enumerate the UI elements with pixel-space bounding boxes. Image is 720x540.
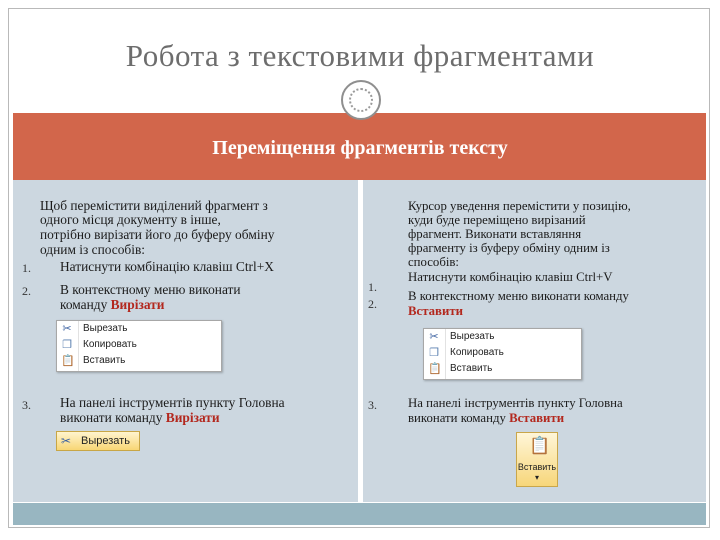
right-item-3-tail — [408, 411, 564, 425]
paste-command-highlight: Вставити — [408, 304, 463, 318]
menu-item-label: Вставить — [450, 363, 493, 374]
list-number: 3. — [368, 398, 377, 412]
right-context-menu — [423, 328, 582, 380]
scissors-icon: ✂ — [62, 323, 72, 335]
list-number: 2. — [368, 297, 377, 311]
copy-icon: ❐ — [62, 339, 72, 351]
paste-command-highlight: Вставити — [509, 411, 565, 425]
left-context-menu — [56, 320, 222, 372]
left-intro-line: Щоб перемістити виділений фрагмент з — [40, 198, 268, 213]
right-item-2: В контекстному меню виконати команду — [408, 289, 629, 303]
menu-item-copy[interactable] — [424, 345, 581, 361]
menu-item-paste[interactable] — [57, 353, 221, 369]
ribbon-paste-label: Вставить — [517, 462, 557, 472]
left-item-3-tail — [60, 411, 220, 425]
right-item-2-tail — [408, 304, 463, 318]
menu-item-label: Вставить — [83, 355, 126, 366]
list-number: 3. — [22, 398, 31, 412]
menu-item-label: Копировать — [83, 339, 137, 350]
list-number: 2. — [22, 284, 31, 298]
ribbon-cut-label: Вырезать — [81, 435, 130, 447]
right-intro-line: куди буде переміщено вирізаний — [408, 213, 586, 227]
scissors-icon: ✂ — [61, 434, 72, 448]
left-item-1: Натиснути комбінацію клавіш Ctrl+X — [60, 259, 274, 274]
list-number: 1. — [368, 280, 377, 294]
right-item-3: На панелі інструментів пункту Головна — [408, 396, 623, 410]
list-number: 1. — [22, 261, 31, 275]
left-item-2-tail — [60, 298, 164, 312]
paste-icon: 📋 — [428, 363, 442, 375]
ornament-ring-icon — [341, 80, 381, 120]
menu-item-label: Копировать — [450, 347, 504, 358]
footer-bar — [13, 503, 706, 525]
chevron-down-icon: ▾ — [534, 473, 539, 482]
paste-icon: 📋 — [61, 355, 75, 367]
left-intro-line: потрібно вирізати його до буферу обміну — [40, 227, 275, 242]
ribbon-paste-button[interactable] — [516, 432, 558, 487]
menu-item-cut[interactable] — [57, 321, 221, 337]
right-item-1: Натиснути комбінацію клавіш Ctrl+V — [408, 270, 613, 284]
menu-item-label: Вырезать — [450, 331, 495, 342]
menu-item-label: Вырезать — [83, 323, 128, 334]
left-item-2: В контекстному меню виконати — [60, 282, 241, 297]
left-intro-line: одного місця документу в інше, — [40, 212, 221, 227]
right-item-3-prefix: виконати команду — [408, 411, 510, 425]
cut-command-highlight: Вирізати — [110, 297, 165, 312]
left-item-3-prefix: виконати команду — [60, 410, 166, 425]
left-item-3: На панелі інструментів пункту Головна — [60, 395, 285, 410]
menu-item-copy[interactable] — [57, 337, 221, 353]
left-item-2-prefix: команду — [60, 297, 111, 312]
slide-subtitle: Переміщення фрагментів тексту — [212, 137, 508, 159]
left-intro-line: одним із способів: — [40, 242, 145, 257]
scissors-icon: ✂ — [429, 331, 439, 343]
right-intro-line: способів: — [408, 255, 459, 269]
ornament-ring-inner — [349, 88, 373, 112]
ribbon-cut-button[interactable] — [56, 431, 140, 451]
menu-item-cut[interactable] — [424, 329, 581, 345]
right-intro-line: Курсор уведення перемістити у позицію, — [408, 199, 631, 213]
copy-icon: ❐ — [429, 347, 439, 359]
cut-command-highlight: Вирізати — [165, 410, 220, 425]
paste-icon: 📋 — [529, 436, 551, 455]
slide-title: Робота з текстовими фрагментами — [125, 38, 595, 73]
menu-item-paste[interactable] — [424, 361, 581, 377]
right-intro-line: фрагмент. Виконати вставляння — [408, 227, 582, 241]
right-intro-line: фрагменту із буферу обміну одним із — [408, 241, 610, 255]
